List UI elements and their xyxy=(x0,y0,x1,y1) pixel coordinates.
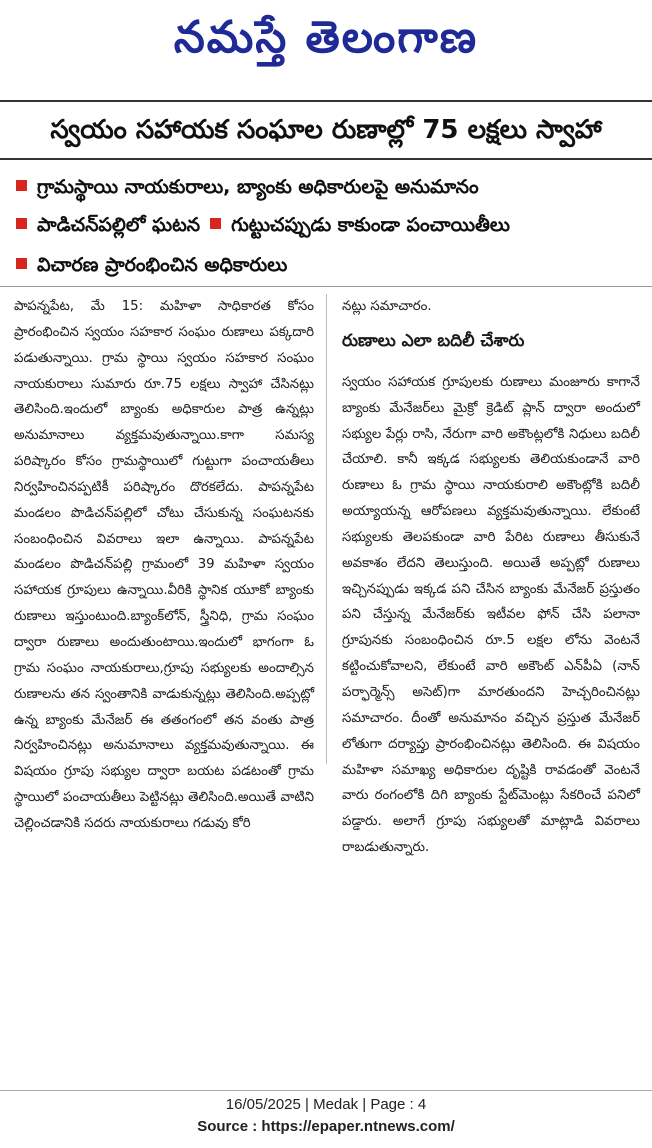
body-paragraph-lead: నట్లు సమాచారం. xyxy=(342,299,432,314)
red-square-bullet-icon xyxy=(210,218,221,229)
body-paragraph: స్వయం సహాయక గ్రూపులకు రుణాలు మంజూరు కాగానే బ్యాంకు మేనేజర్‌లు మైక్రో క్రెడిట్ ప్లాన్ ద్వారా అందులో సభ్యుల పేర్లు రాసి, నేరుగా వారి అకౌంట్లలోకి నిధులు బదిలీ చేయాలి. కానీ ఇక్కడ సభ్యులకు తెలియకుండానే వారి రుణాలు ఓ గ్రామ స్థాయి నాయకురాలి అకౌంట్లోకి బదిలీ అయ్యాయన్న ఆరోపణలు వ్యక్తమవుతున్నాయి. లేకుంటే సభ్యులకు తెలపకుండా వారి పేరిట రుణాలు తీసుకునే అవకాశం లేదని తెలుస్తుంది. అయితే అప్పట్లో రుణాలు ఇచ్చినప్పుడు ఇక్కడ పని చేసిన బ్యాంకు మేనేజర్ ప్రస్తుతం పని చేస్తున్న మేనేజర్‌కు ఇటీవల ఫోన్ చేసి పలానా గ్రూపునకు సంబంధించిన రూ.5 లక్షల లోను వెంటనే కట్టించుకోవాలని, లేకుంటే వారి అకౌంట్ ఎన్‌పీఏ (నాన్ పర్ఫార్మెన్స్ అసెట్)గా మారతుందని హెచ్చరించినట్లు సమాచారం. దీంతో అనుమానం వచ్చిన ప్రస్తుత మేనేజర్ లోతుగా దర్యాప్తు ప్రారంభించినట్లు తెలిసింది. ఈ విషయం మహిళా సమాఖ్య అధికారుల దృష్టికి రావడంతో వెంటనే వారు రంగంలోకి దిగి బ్యాంకు స్టేట్‌మెంట్లు సేకరించే పనిలో పడ్డారు. అలాగే గ్రూపు సభ్యులతో మాట్లాడి వివరాలు రాబడుతున్నారు. xyxy=(342,374,640,856)
subhead-row-2 xyxy=(16,210,510,240)
body-paragraph: పాపన్నపేట, మే 15: మహిళా సాధికారత కోసం ప్రారంభించిన స్వయం సహకార సంఘం రుణాలు పక్కదారి పడుతున్నాయి. గ్రామ స్థాయి స్వయం సహకార సంఘం నాయకురాలు సుమారు రూ.75 లక్షలు స్వాహా చేసినట్లు తెలిసింది.ఇందులో బ్యాంకు అధికారుల పాత్ర ఉన్నట్లు అనుమానాలు వ్యక్తమవుతున్నాయి.కాగా సమస్య పరిష్కారం కోసం గ్రామస్థాయిలో గుట్టుగా పంచాయతీలు నిర్వహించినప్పటికీ పరిష్కారం దొరకలేదు. పాపన్నపేట మండలం పొడిచన్‌పల్లిలో చోటు చేసుకున్న సంఘటనకు సంబంధించిన వివరాలు ఇలా ఉన్నాయి. పాపన్నపేట మండలం పొడిచన్‌పల్లి గ్రామంలో 39 మహిళా స్వయం సహాయక గ్రూపులు ఉన్నాయి.వీరికి స్థానిక యూకో బ్యాంకు రుణాలు ఇస్తుంటుంది.బ్యాంక్‌లోన్, స్త్రీనిధి, గ్రామ సంఘం ద్వారా రుణాలు అందుతుంటాయి.ఇందులో భాగంగా ఓ గ్రామ సంఘం నాయకురాలు,గ్రూపు సభ్యులకు అందాల్సిన రుణాలను తన స్వంతానికి వాడుకున్నట్లు తెలిసింది.అప్పట్లో ఉన్న బ్యాంకు మేనేజర్ ఈ తతంగంలో తన వంతు పాత్ర నిర్వహించినట్లు అనుమానాలు వ్యక్తమవుతున్నాయి. ఈ విషయం గ్రూపు సభ్యుల ద్వారా బయట పడటంతో గ్రామ స్థాయిలో పంచాయతీలు పెట్టినట్లు తెలిసింది.అయితే వాటిని చెల్లించడానికి సదరు నాయకురాలు గడువు కోరి xyxy=(14,299,314,831)
article-column-left xyxy=(14,294,314,837)
subhead-row-1 xyxy=(16,172,479,202)
red-square-bullet-icon xyxy=(16,180,27,191)
subhead-text: విచారణ ప్రారంభించిన అధికారులు xyxy=(37,254,288,276)
headline-top-rule xyxy=(0,100,652,102)
column-divider xyxy=(326,294,327,764)
section-subheading: రుణాలు ఎలా బదిలీ చేశారు xyxy=(342,330,525,351)
red-square-bullet-icon xyxy=(16,258,27,269)
subhead-row-3 xyxy=(16,250,287,280)
subhead-text: గ్రామస్థాయి నాయకురాలు, బ్యాంకు అధికారులపై అనుమానం xyxy=(37,176,479,198)
footer-rule xyxy=(0,1090,652,1091)
subhead-text: గుట్టుచప్పుడు కాకుండా పంచాయితీలు xyxy=(231,214,510,236)
headline-bottom-rule xyxy=(0,158,652,160)
subhead-text: పాడిచన్‌పల్లిలో ఘటన xyxy=(37,214,201,236)
masthead-logo: నమస్తే తెలంగాణ xyxy=(173,12,479,63)
footer-source: Source : https://epaper.ntnews.com/ xyxy=(197,1118,455,1135)
footer-dateline: 16/05/2025 | Medak | Page : 4 xyxy=(225,1096,427,1113)
subhead-bottom-rule xyxy=(0,286,652,287)
article-column-right xyxy=(342,294,640,861)
red-square-bullet-icon xyxy=(16,218,27,229)
article-headline: స్వయం సహాయక సంఘాల రుణాల్లో 75 లక్షలు స్వాహా xyxy=(50,115,602,145)
